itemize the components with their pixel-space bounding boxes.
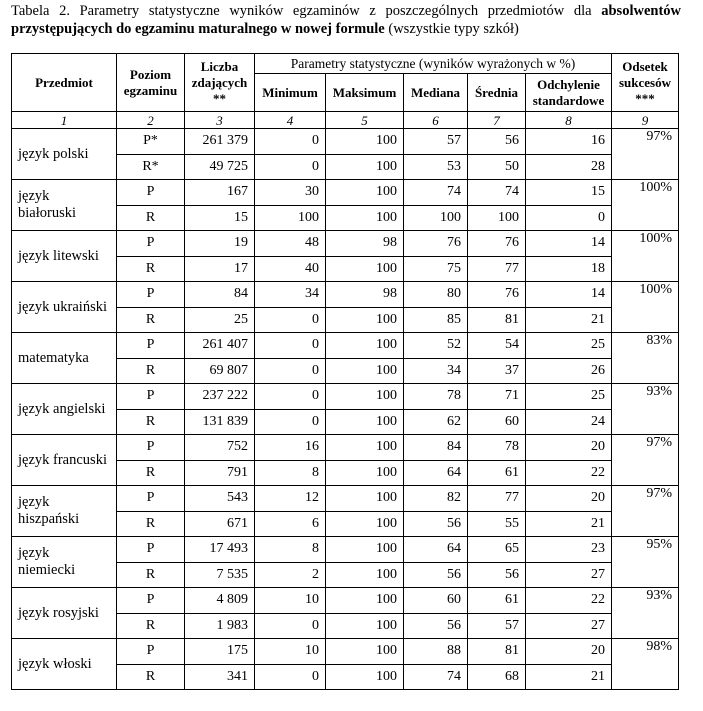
- minimum-value: 16: [255, 435, 326, 461]
- mean-value: 74: [468, 180, 526, 206]
- maximum-value: 100: [326, 205, 404, 231]
- minimum-value: 0: [255, 409, 326, 435]
- header-success-label: Odsetek sukcesów: [618, 58, 671, 90]
- candidate-count: 1 983: [185, 613, 255, 639]
- maximum-value: 100: [326, 358, 404, 384]
- maximum-value: 100: [326, 562, 404, 588]
- candidate-count: 175: [185, 639, 255, 665]
- header-minimum: Minimum: [255, 74, 326, 112]
- statistics-table: [11, 53, 679, 690]
- column-number: 6: [404, 112, 468, 129]
- maximum-value: 100: [326, 639, 404, 665]
- subject-name: język polski: [12, 129, 117, 180]
- table-row: [12, 486, 679, 512]
- candidate-count: 261 379: [185, 129, 255, 155]
- exam-level: P*: [117, 129, 185, 155]
- median-value: 60: [404, 588, 468, 614]
- table-row: [12, 435, 679, 461]
- median-value: 52: [404, 333, 468, 359]
- median-value: 78: [404, 384, 468, 410]
- maximum-value: 100: [326, 307, 404, 333]
- minimum-value: 10: [255, 588, 326, 614]
- header-stddev: Odchylenie standardowe: [526, 74, 612, 112]
- stddev-value: 14: [526, 282, 612, 308]
- subject-name: język litewski: [12, 231, 117, 282]
- column-number: 4: [255, 112, 326, 129]
- column-number: 9: [612, 112, 679, 129]
- candidate-count: 791: [185, 460, 255, 486]
- median-value: 85: [404, 307, 468, 333]
- maximum-value: 100: [326, 588, 404, 614]
- table-row: [12, 231, 679, 257]
- maximum-value: 100: [326, 154, 404, 180]
- exam-level: P: [117, 435, 185, 461]
- header-success: [612, 54, 679, 112]
- caption-suffix: (wszystkie typy szkół): [384, 21, 519, 37]
- success-rate: 98%: [612, 639, 679, 690]
- mean-value: 56: [468, 562, 526, 588]
- column-number: 7: [468, 112, 526, 129]
- candidate-count: 261 407: [185, 333, 255, 359]
- candidate-count: 237 222: [185, 384, 255, 410]
- mean-value: 68: [468, 664, 526, 690]
- exam-level: R: [117, 511, 185, 537]
- success-rate: 100%: [612, 231, 679, 282]
- minimum-value: 0: [255, 129, 326, 155]
- subject-name: język hiszpański: [12, 486, 117, 537]
- stddev-value: 20: [526, 435, 612, 461]
- minimum-value: 30: [255, 180, 326, 206]
- exam-level: P: [117, 486, 185, 512]
- table-row: [12, 282, 679, 308]
- mean-value: 76: [468, 231, 526, 257]
- candidate-count: 69 807: [185, 358, 255, 384]
- median-value: 88: [404, 639, 468, 665]
- table-row: [12, 333, 679, 359]
- median-value: 84: [404, 435, 468, 461]
- table-row: [12, 129, 679, 155]
- mean-value: 81: [468, 639, 526, 665]
- minimum-value: 12: [255, 486, 326, 512]
- mean-value: 57: [468, 613, 526, 639]
- maximum-value: 98: [326, 282, 404, 308]
- candidate-count: 131 839: [185, 409, 255, 435]
- minimum-value: 8: [255, 460, 326, 486]
- subject-name: język białoruski: [12, 180, 117, 231]
- mean-value: 56: [468, 129, 526, 155]
- median-value: 57: [404, 129, 468, 155]
- column-number: 2: [117, 112, 185, 129]
- success-rate: 97%: [612, 486, 679, 537]
- subject-name: matematyka: [12, 333, 117, 384]
- column-number: 1: [12, 112, 117, 129]
- exam-level: R: [117, 358, 185, 384]
- candidate-count: 19: [185, 231, 255, 257]
- minimum-value: 0: [255, 307, 326, 333]
- stddev-value: 20: [526, 639, 612, 665]
- maximum-value: 100: [326, 409, 404, 435]
- median-value: 76: [404, 231, 468, 257]
- minimum-value: 34: [255, 282, 326, 308]
- column-number-row: [12, 112, 679, 129]
- exam-level: R: [117, 409, 185, 435]
- column-number: 3: [185, 112, 255, 129]
- median-value: 75: [404, 256, 468, 282]
- subject-name: język niemiecki: [12, 537, 117, 588]
- exam-level: P: [117, 384, 185, 410]
- candidate-count: 341: [185, 664, 255, 690]
- median-value: 82: [404, 486, 468, 512]
- table-caption: [11, 2, 681, 38]
- header-level: Poziom egzaminu: [117, 54, 185, 112]
- mean-value: 50: [468, 154, 526, 180]
- mean-value: 61: [468, 460, 526, 486]
- success-rate: 83%: [612, 333, 679, 384]
- exam-level: R: [117, 460, 185, 486]
- candidate-count: 84: [185, 282, 255, 308]
- column-number: 5: [326, 112, 404, 129]
- success-rate: 95%: [612, 537, 679, 588]
- header-params-group: Parametry statystyczne (wyników wyrażonych w %): [255, 54, 612, 74]
- minimum-value: 0: [255, 333, 326, 359]
- exam-level: R: [117, 664, 185, 690]
- header-median: Mediana: [404, 74, 468, 112]
- median-value: 80: [404, 282, 468, 308]
- exam-level: R: [117, 562, 185, 588]
- median-value: 64: [404, 460, 468, 486]
- stddev-value: 25: [526, 384, 612, 410]
- median-value: 56: [404, 562, 468, 588]
- exam-level: P: [117, 333, 185, 359]
- minimum-value: 10: [255, 639, 326, 665]
- stddev-value: 18: [526, 256, 612, 282]
- candidate-count: 49 725: [185, 154, 255, 180]
- subject-name: język ukraiński: [12, 282, 117, 333]
- minimum-value: 0: [255, 613, 326, 639]
- median-value: 34: [404, 358, 468, 384]
- minimum-value: 100: [255, 205, 326, 231]
- subject-name: język angielski: [12, 384, 117, 435]
- stddev-value: 28: [526, 154, 612, 180]
- stddev-value: 24: [526, 409, 612, 435]
- mean-value: 77: [468, 256, 526, 282]
- median-value: 53: [404, 154, 468, 180]
- mean-value: 54: [468, 333, 526, 359]
- median-value: 74: [404, 664, 468, 690]
- minimum-value: 0: [255, 384, 326, 410]
- minimum-value: 0: [255, 664, 326, 690]
- exam-level: P: [117, 231, 185, 257]
- exam-level: P: [117, 180, 185, 206]
- header-maximum: Maksimum: [326, 74, 404, 112]
- mean-value: 37: [468, 358, 526, 384]
- stddev-value: 22: [526, 588, 612, 614]
- candidate-count: 671: [185, 511, 255, 537]
- success-rate: 93%: [612, 588, 679, 639]
- maximum-value: 100: [326, 435, 404, 461]
- success-rate: 93%: [612, 384, 679, 435]
- header-subject: Przedmiot: [12, 54, 117, 112]
- maximum-value: 100: [326, 129, 404, 155]
- stddev-value: 16: [526, 129, 612, 155]
- stddev-value: 22: [526, 460, 612, 486]
- table-row: [12, 588, 679, 614]
- minimum-value: 6: [255, 511, 326, 537]
- maximum-value: 100: [326, 333, 404, 359]
- header-mean: Średnia: [468, 74, 526, 112]
- exam-level: R: [117, 613, 185, 639]
- header-count-note: **: [213, 90, 226, 106]
- table-row: [12, 537, 679, 563]
- candidate-count: 17: [185, 256, 255, 282]
- caption-prefix: Tabela 2. Parametry statystyczne wyników egzaminów z poszczególnych przedmiotów dla: [11, 3, 602, 19]
- maximum-value: 100: [326, 486, 404, 512]
- exam-level: P: [117, 282, 185, 308]
- header-count-label: Liczba zdających: [191, 58, 248, 90]
- mean-value: 81: [468, 307, 526, 333]
- header-count: [185, 54, 255, 112]
- mean-value: 100: [468, 205, 526, 231]
- median-value: 56: [404, 511, 468, 537]
- success-rate: 100%: [612, 180, 679, 231]
- mean-value: 77: [468, 486, 526, 512]
- table-body: [12, 129, 679, 690]
- maximum-value: 100: [326, 664, 404, 690]
- mean-value: 61: [468, 588, 526, 614]
- caption-bold: absolwentów przystępujących do egzaminu maturalnego w nowej formule: [11, 3, 681, 37]
- stddev-value: 21: [526, 664, 612, 690]
- stddev-value: 21: [526, 511, 612, 537]
- median-value: 100: [404, 205, 468, 231]
- maximum-value: 100: [326, 180, 404, 206]
- table-row: [12, 180, 679, 206]
- maximum-value: 100: [326, 256, 404, 282]
- median-value: 62: [404, 409, 468, 435]
- candidate-count: 543: [185, 486, 255, 512]
- minimum-value: 0: [255, 358, 326, 384]
- stddev-value: 26: [526, 358, 612, 384]
- exam-level: P: [117, 639, 185, 665]
- stddev-value: 21: [526, 307, 612, 333]
- exam-level: R: [117, 205, 185, 231]
- mean-value: 71: [468, 384, 526, 410]
- maximum-value: 100: [326, 613, 404, 639]
- minimum-value: 2: [255, 562, 326, 588]
- median-value: 74: [404, 180, 468, 206]
- stddev-value: 25: [526, 333, 612, 359]
- maximum-value: 100: [326, 511, 404, 537]
- stddev-value: 15: [526, 180, 612, 206]
- minimum-value: 0: [255, 154, 326, 180]
- maximum-value: 98: [326, 231, 404, 257]
- maximum-value: 100: [326, 537, 404, 563]
- minimum-value: 8: [255, 537, 326, 563]
- maximum-value: 100: [326, 384, 404, 410]
- candidate-count: 167: [185, 180, 255, 206]
- subject-name: język rosyjski: [12, 588, 117, 639]
- success-rate: 97%: [612, 129, 679, 180]
- mean-value: 76: [468, 282, 526, 308]
- stddev-value: 23: [526, 537, 612, 563]
- exam-level: R: [117, 256, 185, 282]
- subject-name: język włoski: [12, 639, 117, 690]
- exam-level: R*: [117, 154, 185, 180]
- exam-level: R: [117, 307, 185, 333]
- mean-value: 55: [468, 511, 526, 537]
- candidate-count: 25: [185, 307, 255, 333]
- candidate-count: 4 809: [185, 588, 255, 614]
- stddev-value: 0: [526, 205, 612, 231]
- minimum-value: 40: [255, 256, 326, 282]
- success-rate: 97%: [612, 435, 679, 486]
- minimum-value: 48: [255, 231, 326, 257]
- mean-value: 78: [468, 435, 526, 461]
- median-value: 64: [404, 537, 468, 563]
- median-value: 56: [404, 613, 468, 639]
- candidate-count: 15: [185, 205, 255, 231]
- subject-name: język francuski: [12, 435, 117, 486]
- mean-value: 65: [468, 537, 526, 563]
- table-row: [12, 384, 679, 410]
- exam-level: P: [117, 537, 185, 563]
- table-row: [12, 639, 679, 665]
- maximum-value: 100: [326, 460, 404, 486]
- column-number: 8: [526, 112, 612, 129]
- success-rate: 100%: [612, 282, 679, 333]
- stddev-value: 27: [526, 613, 612, 639]
- header-success-note: ***: [635, 90, 655, 106]
- candidate-count: 7 535: [185, 562, 255, 588]
- mean-value: 60: [468, 409, 526, 435]
- candidate-count: 752: [185, 435, 255, 461]
- candidate-count: 17 493: [185, 537, 255, 563]
- exam-level: P: [117, 588, 185, 614]
- stddev-value: 27: [526, 562, 612, 588]
- stddev-value: 20: [526, 486, 612, 512]
- stddev-value: 14: [526, 231, 612, 257]
